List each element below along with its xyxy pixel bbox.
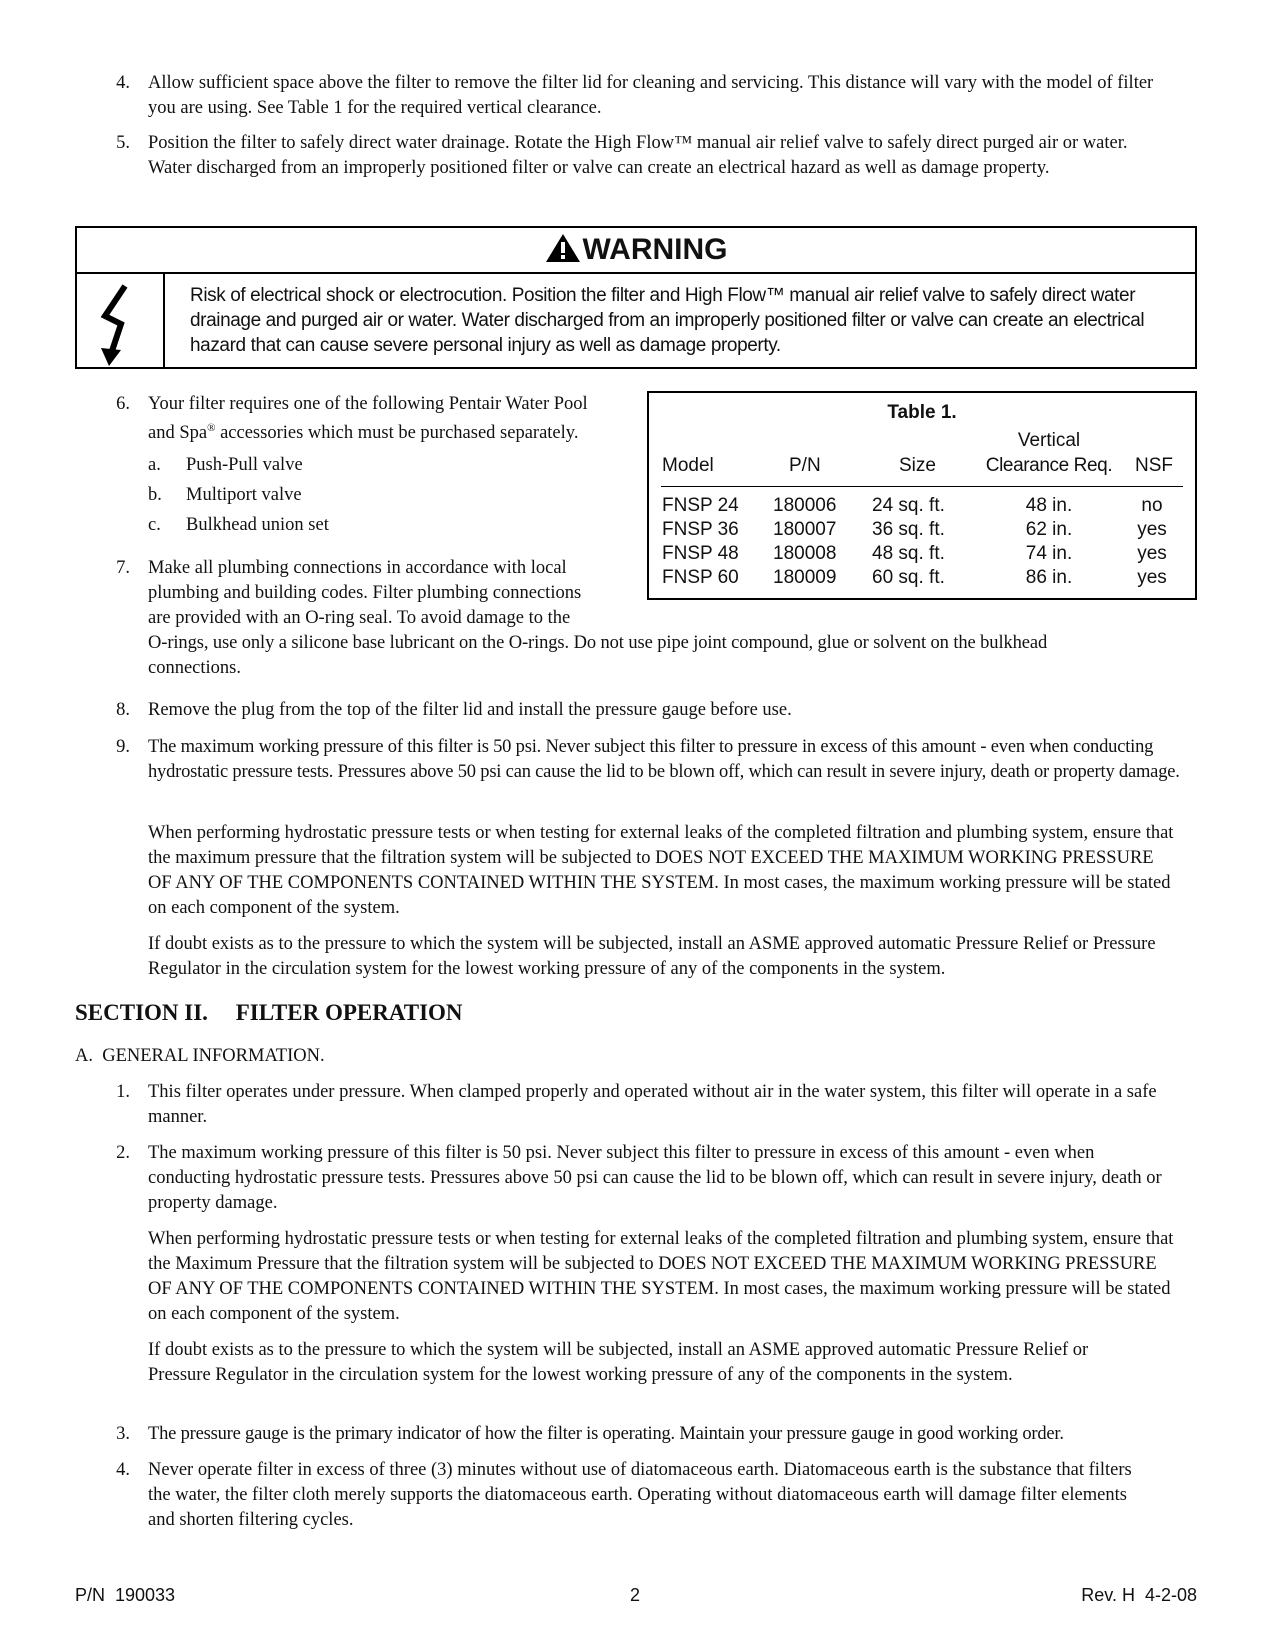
table-row — [649, 567, 1195, 592]
table-title: Table 1. — [887, 402, 957, 423]
item-number: 7. — [116, 558, 130, 578]
cell-model: FNSP 60 — [662, 567, 739, 588]
header-size: Size — [899, 455, 936, 476]
item-text-line — [148, 416, 578, 446]
item-text-line: are provided with an O-ring seal. To avoid damage to the — [148, 608, 571, 628]
table-row — [649, 543, 1195, 568]
item-text: Allow sufficient space above the filter to remove the filter lid for cleaning and servicing. This distance will vary with the model of filter you are using. See Table 1 for the required vertical clearance. — [148, 73, 1154, 118]
item-text: The maximum working pressure of this filter is 50 psi. Never subject this filter to pressure in excess of this amount - even when conducting hydrostatic pressure tests. Pressures above 50 psi can cause the lid to be blown off, which can result in severe injury, death or property damage. — [148, 737, 1180, 782]
subsection-heading: A. GENERAL INFORMATION. — [75, 1046, 325, 1066]
cell-clearance: 62 in. — [1025, 519, 1073, 540]
item-number: 3. — [116, 1424, 130, 1444]
section-number: SECTION II. — [75, 1000, 208, 1025]
header-clearance-line1: Vertical — [1017, 430, 1081, 451]
item-text-line: Make all plumbing connections in accordance with local — [148, 558, 567, 578]
paragraph: When performing hydrostatic pressure tests or when testing for external leaks of the completed filtration and plumbing system, ensure that the maximum pressure that the filtration system will be subjected to DOES NOT EXCEED THE MAXIMUM WORKING PRESSURE OF ANY OF THE COMPONENTS CONTAINED WITHIN THE SYSTEM. In most cases, the maximum working pressure will be stated on each component of the system. — [148, 823, 1174, 918]
sub-letter: a. — [148, 455, 161, 475]
cell-clearance: 86 in. — [1025, 567, 1073, 588]
item-text: This filter operates under pressure. When clamped properly and operated without air in the water system, this filter will operate in a safe manner. — [148, 1082, 1157, 1127]
cell-nsf: yes — [1137, 567, 1167, 588]
warning-header — [77, 228, 1195, 274]
cell-size: 48 sq. ft. — [872, 543, 945, 564]
warning-triangle-icon — [545, 233, 581, 263]
cell-pn: 180006 — [773, 495, 837, 516]
cell-nsf: yes — [1137, 543, 1167, 564]
cell-model: FNSP 36 — [662, 519, 739, 540]
cell-size: 60 sq. ft. — [872, 567, 945, 588]
paragraph: If doubt exists as to the pressure to which the system will be subjected, install an ASME approved automatic Pressure Relief or Pressure Regulator in the circulation system for the lowest working pressure of any of the components in the system. — [148, 1340, 1089, 1385]
item-text: The maximum working pressure of this filter is 50 psi. Never subject this filter to pressure in excess of this amount - even when conducting hydrostatic pressure tests. Pressures above 50 psi can cause the lid to be blown off, which can result in severe injury, death or property damage. — [148, 1143, 1162, 1213]
cell-pn: 180008 — [773, 543, 837, 564]
cell-nsf: no — [1141, 495, 1163, 516]
header-nsf: NSF — [1135, 455, 1173, 476]
footer-revision: Rev. H 4-2-08 — [1081, 1585, 1197, 1605]
sub-letter: b. — [148, 485, 162, 505]
lightning-bolt-icon — [77, 272, 165, 369]
section-heading — [75, 1000, 463, 1026]
clearance-table — [647, 391, 1197, 600]
warning-title: WARNING — [582, 233, 728, 266]
item-text: The pressure gauge is the primary indicator of how the filter is operating. Maintain your pressure gauge in good working order. — [148, 1424, 1064, 1444]
text-fragment: accessories which must be purchased separately. — [215, 423, 579, 444]
cell-model: FNSP 24 — [662, 495, 739, 516]
cell-size: 36 sq. ft. — [872, 519, 945, 540]
cell-clearance: 74 in. — [1025, 543, 1073, 564]
section-title: FILTER OPERATION — [235, 1000, 463, 1025]
cell-pn: 180007 — [773, 519, 837, 540]
item-number: 1. — [116, 1082, 130, 1102]
paragraph: If doubt exists as to the pressure to which the system will be subjected, install an ASME approved automatic Pressure Relief or Pressure Regulator in the circulation system for the lowest working pressure of any of the components in the system. — [148, 934, 1156, 979]
sub-text: Push-Pull valve — [186, 455, 303, 475]
footer-page-number: 2 — [629, 1585, 640, 1605]
text-fragment: and Spa — [148, 423, 208, 444]
header-pn: P/N — [789, 455, 821, 476]
cell-clearance: 48 in. — [1025, 495, 1073, 516]
item-text-line: Your filter requires one of the following Pentair Water Pool — [148, 394, 588, 414]
item-number: 4. — [116, 73, 130, 93]
cell-size: 24 sq. ft. — [872, 495, 945, 516]
item-text-line: plumbing and building codes. Filter plumbing connections — [148, 583, 582, 603]
item-text: Remove the plug from the top of the filter lid and install the pressure gauge before use. — [148, 700, 792, 720]
sub-text: Bulkhead union set — [186, 515, 329, 535]
cell-pn: 180009 — [773, 567, 837, 588]
table-row — [649, 519, 1195, 544]
header-model: Model — [662, 455, 714, 476]
item-number: 2. — [116, 1143, 130, 1163]
header-clearance-line2: Clearance Req. — [985, 455, 1113, 476]
paragraph: When performing hydrostatic pressure tests or when testing for external leaks of the completed filtration and plumbing system, ensure that the Maximum Pressure that the filtration system will be subjected to DOES NOT EXCEED THE MAXIMUM WORKING PRESSURE OF ANY OF THE COMPONENTS CONTAINED WITHIN THE SYSTEM. In most cases, the maximum working pressure will be stated on each component of the system. — [148, 1229, 1174, 1324]
item-text: Position the filter to safely direct water drainage. Rotate the High Flow™ manual air relief valve to safely direct purged air or water. Water discharged from an improperly positioned filter or valve can create an electrical hazard as well as damage property. — [148, 133, 1128, 178]
sub-text: Multiport valve — [186, 485, 302, 505]
cell-nsf: yes — [1137, 519, 1167, 540]
item-text: Never operate filter in excess of three (3) minutes without use of diatomaceous earth. Diatomaceous earth is the substance that filters the water, the filter cloth merely supports the diatomaceous earth. Operating without diatomaceous earth will damage filter elements and shorten filtering cycles. — [148, 1460, 1132, 1530]
item-number: 8. — [116, 700, 130, 720]
table-row — [649, 495, 1195, 520]
cell-model: FNSP 48 — [662, 543, 739, 564]
sub-letter: c. — [148, 515, 161, 535]
item-number: 4. — [116, 1460, 130, 1480]
item-number: 9. — [116, 737, 130, 757]
warning-box — [75, 226, 1197, 369]
item-text-line: O-rings, use only a silicone base lubricant on the O-rings. Do not use pipe joint compound, glue or solvent on the bulkhead — [148, 633, 1048, 653]
item-number: 6. — [116, 394, 130, 414]
footer-part-number: P/N 190033 — [75, 1585, 176, 1605]
warning-icon-cell — [77, 272, 165, 369]
item-text-line: connections. — [148, 658, 241, 678]
table-divider — [661, 486, 1183, 487]
item-number: 5. — [116, 133, 130, 153]
warning-text: Risk of electrical shock or electrocution. Position the filter and High Flow™ manual air relief valve to safely direct water drainage and purged air or water. Water discharged from an improperly positioned filter or valve can create an electrical hazard that can cause severe personal injury as well as damage property. — [190, 285, 1145, 356]
registered-mark: ® — [207, 422, 216, 434]
